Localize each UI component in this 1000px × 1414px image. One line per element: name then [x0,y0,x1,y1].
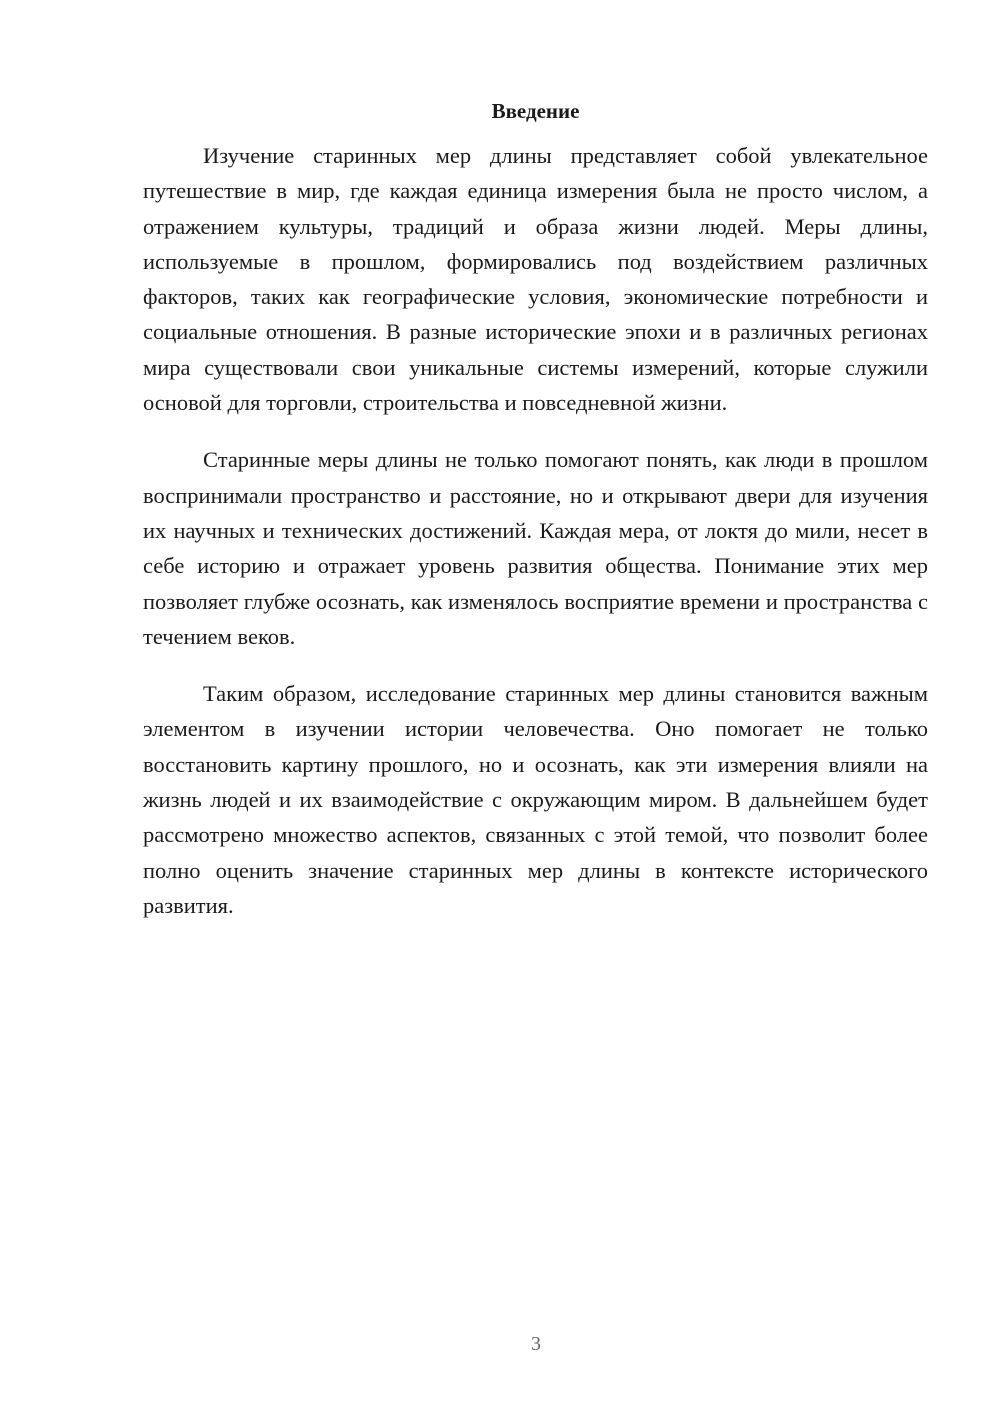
paragraph-3: Таким образом, исследование старинных мер длины становится важным элементом в изучении истории человечества. Оно помогает не только восстановить картину прошлого, но и осознать, как эти измерения влияли на жизнь людей и их взаимодействие с окружающим миром. В дальнейшем будет рассмотрено множество аспектов, связанных с этой темой, что позволит более полно оценить значение старинных мер длины в контексте исторического развития. [143,681,928,918]
section-heading: Введение [491,99,580,123]
page-number: 3 [531,1333,541,1355]
paragraph-2: Старинные меры длины не только помогают понять, как люди в прошлом воспринимали пространство и расстояние, но и открывают двери для изучения их научных и технических достижений. Каждая мера, от локтя до мили, несет в себе историю и отражает уровень развития общества. Понимание этих мер позволяет глубже осознать, как изменялось восприятие времени и пространства с течением веков. [143,447,928,649]
document-body [143,96,928,945]
paragraph-1: Изучение старинных мер длины представляет собой увлекательное путешествие в мир, где каждая единица измерения была не просто числом, а отражением культуры, традиций и образа жизни людей. Меры длины, используемые в прошлом, формировались под воздействием различных факторов, таких как географические условия, экономические потребности и социальные отношения. В разные исторические эпохи и в различных регионах мира существовали свои уникальные системы измерений, которые служили основой для торговли, строительства и повседневной жизни. [143,143,928,416]
